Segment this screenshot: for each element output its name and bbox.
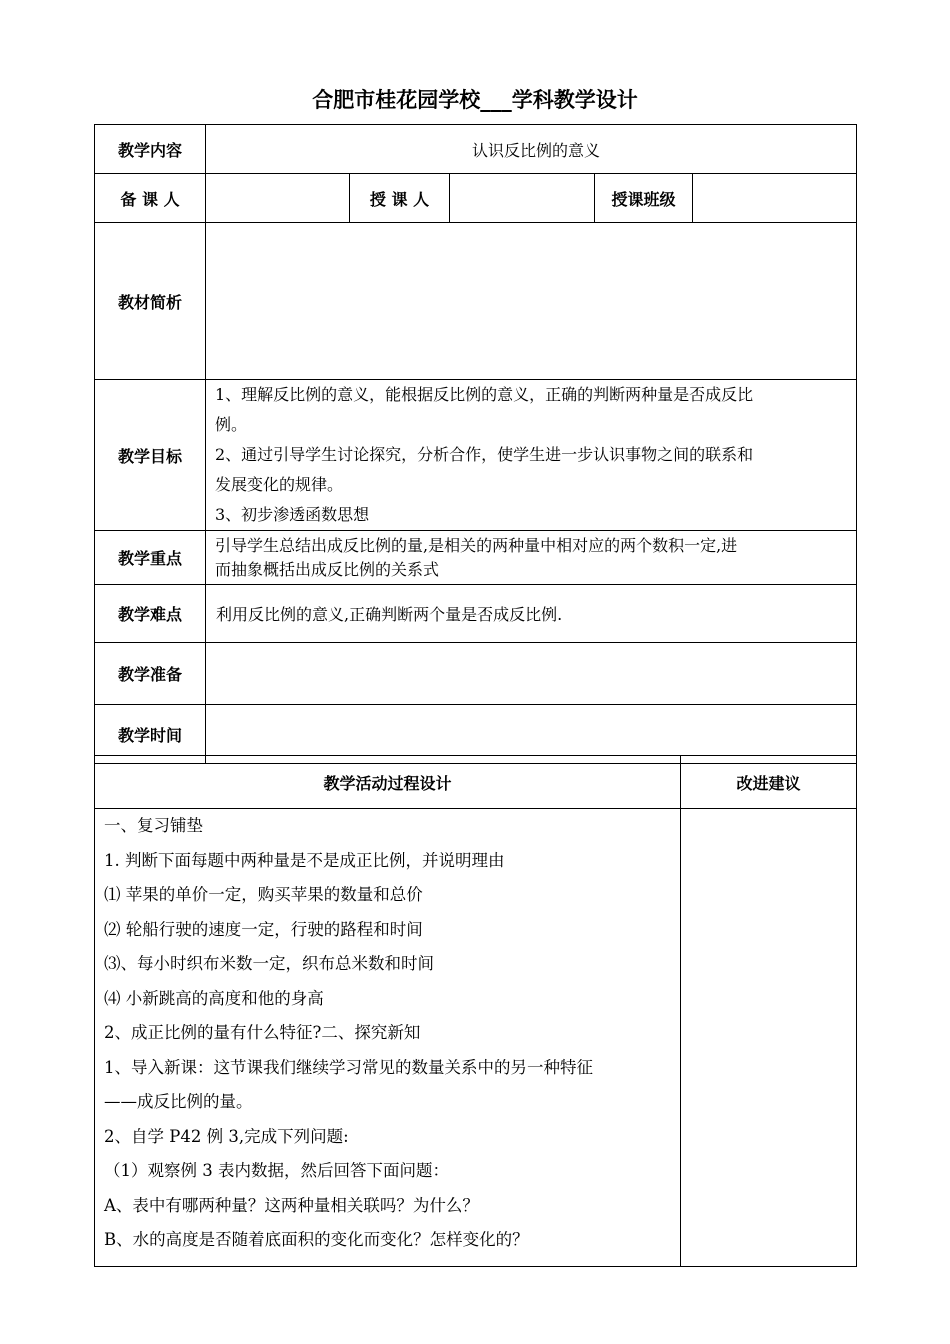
page-title: 合肥市桂花园学校___学科教学设计 (312, 88, 638, 112)
process-line: ——成反比例的量。 (104, 1092, 253, 1111)
process-line: ⑶、每小时织布米数一定，织布总米数和时间 (104, 954, 434, 973)
process-table (94, 755, 857, 1267)
process-line: 一、复习铺垫 (104, 816, 203, 835)
process-line: ⑵ 轮船行驶的速度一定，行驶的路程和时间 (104, 919, 423, 939)
objective-line: 2、通过引导学生讨论探究，分析合作，使学生进一步认识事物之间的联系和 (215, 445, 754, 464)
process-line: （1）观察例 3 表内数据，然后回答下面问题： (104, 1161, 449, 1180)
difficulty-value: 利用反比例的意义,正确判断两个量是否成反比例. (206, 585, 857, 643)
class-label: 授课班级 (595, 174, 693, 223)
time-label: 教学时间 (95, 705, 206, 764)
objective-line: 发展变化的规律。 (215, 475, 344, 494)
analysis-value (206, 223, 857, 380)
objective-line: 3、初步渗透函数思想 (215, 505, 370, 524)
suggestion-header: 改进建议 (681, 756, 857, 809)
objective-line: 例。 (215, 415, 248, 434)
process-line: A、表中有哪两种量？这两种量相关联吗？为什么？ (104, 1195, 479, 1215)
lesson-info-table (94, 124, 857, 764)
suggestion-content (681, 809, 857, 1267)
analysis-label: 教材简析 (95, 223, 206, 380)
preparer-value (206, 174, 350, 223)
process-line: 2、自学 P42 例 3,完成下列问题: (104, 1126, 349, 1146)
preparation-value (206, 643, 857, 705)
process-line: 1、导入新课：这节课我们继续学习常见的数量关系中的另一种特征 (104, 1057, 593, 1077)
difficulty-label: 教学难点 (95, 585, 206, 643)
process-content (95, 809, 681, 1267)
key-points-text (206, 531, 857, 585)
key-point-line: 引导学生总结出成反比例的量,是相关的两种量中相对应的两个数积一定,进 (215, 535, 738, 555)
preparer-label: 备 课 人 (95, 174, 206, 223)
key-points-label: 教学重点 (95, 531, 206, 585)
process-line: 2、成正比例的量有什么特征?二、探究新知 (104, 1023, 421, 1042)
process-line: ⑴ 苹果的单价一定，购买苹果的数量和总价 (104, 885, 423, 904)
content-label: 教学内容 (95, 125, 206, 174)
teacher-label: 授 课 人 (350, 174, 450, 223)
class-value (693, 174, 857, 223)
teacher-value (450, 174, 595, 223)
objectives-label: 教学目标 (95, 380, 206, 531)
process-line: 1. 判断下面每题中两种量是不是成正比例，并说明理由 (104, 850, 505, 870)
objective-line: 1、理解反比例的意义，能根据反比例的意义，正确的判断两种量是否成反比 (215, 385, 754, 404)
key-point-line: 而抽象概括出成反比例的关系式 (215, 559, 440, 579)
process-line: B、水的高度是否随着底面积的变化而变化？怎样变化的？ (104, 1230, 529, 1249)
preparation-label: 教学准备 (95, 643, 206, 705)
objectives-text (206, 380, 857, 531)
content-value: 认识反比例的意义 (206, 125, 857, 174)
process-header: 教学活动过程设计 (95, 756, 681, 809)
process-line: ⑷ 小新跳高的高度和他的身高 (104, 988, 324, 1008)
